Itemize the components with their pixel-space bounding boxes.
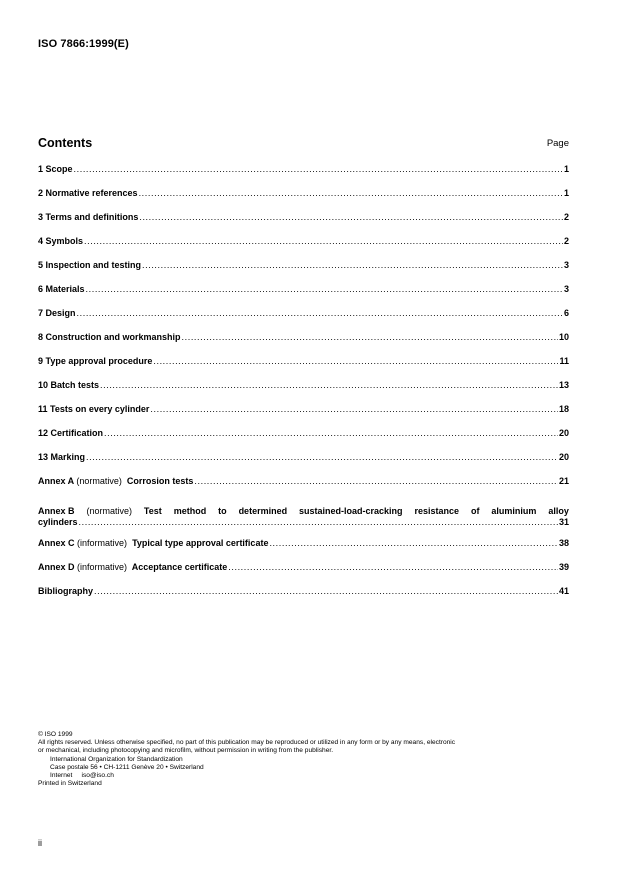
toc-entry-label: 3 Terms and definitions (38, 212, 139, 222)
toc-entry-page: 3 (563, 284, 569, 294)
dot-leader (86, 284, 563, 294)
toc-entry[interactable] (38, 356, 569, 380)
dot-leader (94, 586, 558, 596)
toc-entry-label: 8 Construction and workmanship (38, 332, 181, 342)
toc-entry-label: 5 Inspection and testing (38, 260, 142, 270)
annex-kind: (normative) (86, 506, 132, 516)
annex-title-continued: cylinders (38, 517, 78, 527)
dot-leader (153, 356, 558, 366)
toc-entry[interactable] (38, 284, 569, 308)
annex-id: Annex B (38, 506, 75, 516)
annex-kind: (informative) (77, 562, 128, 572)
annex-title: Corrosion tests (126, 476, 194, 486)
annex-kind: (normative) (76, 476, 122, 486)
toc-entry-label: 13 Marking (38, 452, 86, 462)
toc-entry-page: 41 (558, 586, 569, 596)
toc-entry[interactable] (38, 404, 569, 428)
toc-entry-page: 20 (558, 452, 569, 462)
toc-entry-page: 38 (558, 538, 569, 548)
annex-title-word: alloy (548, 506, 569, 516)
table-of-contents (38, 164, 569, 610)
page-number: ii (38, 838, 42, 848)
toc-entry-page: 11 (559, 356, 569, 366)
dot-leader (104, 428, 558, 438)
printed-in: Printed in Switzerland (38, 780, 102, 788)
dot-leader (100, 380, 558, 390)
dot-leader (142, 260, 563, 270)
toc-entry[interactable] (38, 260, 569, 284)
annex-label (38, 538, 268, 548)
toc-entry-label: 10 Batch tests (38, 380, 100, 390)
annex-title-word: method (173, 506, 207, 516)
toc-entry-label: 2 Normative references (38, 188, 138, 198)
toc-entry-page: 18 (558, 404, 569, 414)
toc-entry-page: 3 (563, 260, 569, 270)
contents-title: Contents (38, 136, 93, 150)
rights-statement-line-1: All rights reserved. Unless otherwise specified, no part of this publication may be reproduced or utilized in any form or by any means, electronic (38, 739, 456, 747)
annex-b-line-2 (38, 517, 569, 527)
annex-title: Typical type approval certificate (132, 538, 269, 548)
annex-id: Annex A (38, 476, 74, 486)
toc-entry-label: 12 Certification (38, 428, 104, 438)
rights-statement-line-2: or mechanical, including photocopying and microfilm, without permission in writing from the publisher. (38, 747, 334, 755)
annex-title: Acceptance certificate (131, 562, 228, 572)
toc-entry-page: 1 (563, 188, 569, 198)
org-internet (38, 772, 578, 780)
dot-leader (79, 517, 558, 527)
dot-leader (150, 404, 558, 414)
internet-label: Internet (50, 772, 73, 780)
toc-annex-b[interactable] (38, 506, 569, 527)
annex-title-word: resistance (414, 506, 460, 516)
toc-annex-a[interactable] (38, 476, 569, 500)
toc-annex-d[interactable] (38, 562, 569, 586)
toc-entry-label: 9 Type approval procedure (38, 356, 153, 366)
toc-entry[interactable] (38, 452, 569, 476)
dot-leader (139, 212, 563, 222)
annex-title-word: Test (143, 506, 162, 516)
toc-entry-label: 7 Design (38, 308, 76, 318)
toc-entry-page: 31 (558, 517, 569, 527)
dot-leader (228, 562, 558, 572)
org-address: Case postale 56 • CH-1211 Genève 20 • Switzerland (50, 763, 204, 771)
annex-label (38, 562, 227, 572)
dot-leader (86, 452, 558, 462)
annex-title-word: of (470, 506, 480, 516)
dot-leader (84, 236, 563, 246)
toc-entry[interactable] (38, 428, 569, 452)
toc-entry-label: 4 Symbols (38, 236, 84, 246)
toc-entry-page: 20 (558, 428, 569, 438)
toc-entry[interactable] (38, 308, 569, 332)
annex-label (38, 476, 193, 486)
dot-leader (139, 188, 563, 198)
toc-annex-c[interactable] (38, 538, 569, 562)
toc-entry-label: 1 Scope (38, 164, 73, 174)
toc-entry[interactable] (38, 164, 569, 188)
toc-bibliography[interactable] (38, 586, 569, 610)
toc-entry[interactable] (38, 332, 569, 356)
dot-leader (74, 164, 563, 174)
toc-entry-page: 2 (563, 236, 569, 246)
toc-entry-page: 2 (563, 212, 569, 222)
toc-entry[interactable] (38, 380, 569, 404)
toc-entry-page: 39 (558, 562, 569, 572)
toc-entry-page: 1 (563, 164, 569, 174)
annex-title-word: determined (238, 506, 288, 516)
toc-entry-label: 11 Tests on every cylinder (38, 404, 150, 414)
toc-entry[interactable] (38, 212, 569, 236)
toc-entry-page: 21 (558, 476, 569, 486)
annex-title-word: to (218, 506, 227, 516)
toc-entry[interactable] (38, 236, 569, 260)
org-name: International Organization for Standardization (50, 755, 183, 763)
internet-email[interactable]: iso@iso.ch (81, 772, 114, 780)
dot-leader (194, 476, 558, 486)
toc-entry-label: Bibliography (38, 586, 94, 596)
toc-entry-label: 6 Materials (38, 284, 85, 294)
toc-entry-page: 10 (558, 332, 569, 342)
page-column-label: Page (546, 138, 569, 149)
copyright-notice (38, 731, 578, 788)
annex-id: Annex C (38, 538, 75, 548)
annex-b-line-1 (38, 506, 569, 516)
dot-leader (77, 308, 563, 318)
dot-leader (269, 538, 558, 548)
annex-kind: (informative) (77, 538, 128, 548)
annex-title-word: aluminium (491, 506, 537, 516)
toc-entry[interactable] (38, 188, 569, 212)
standard-header: ISO 7866:1999(E) (38, 38, 129, 50)
annex-id: Annex D (38, 562, 75, 572)
toc-entry-page: 6 (563, 308, 569, 318)
toc-entry-page: 13 (558, 380, 569, 390)
annex-title-word: sustained-load-cracking (299, 506, 403, 516)
copyright-line: © ISO 1999 (38, 731, 73, 738)
dot-leader (182, 332, 558, 342)
